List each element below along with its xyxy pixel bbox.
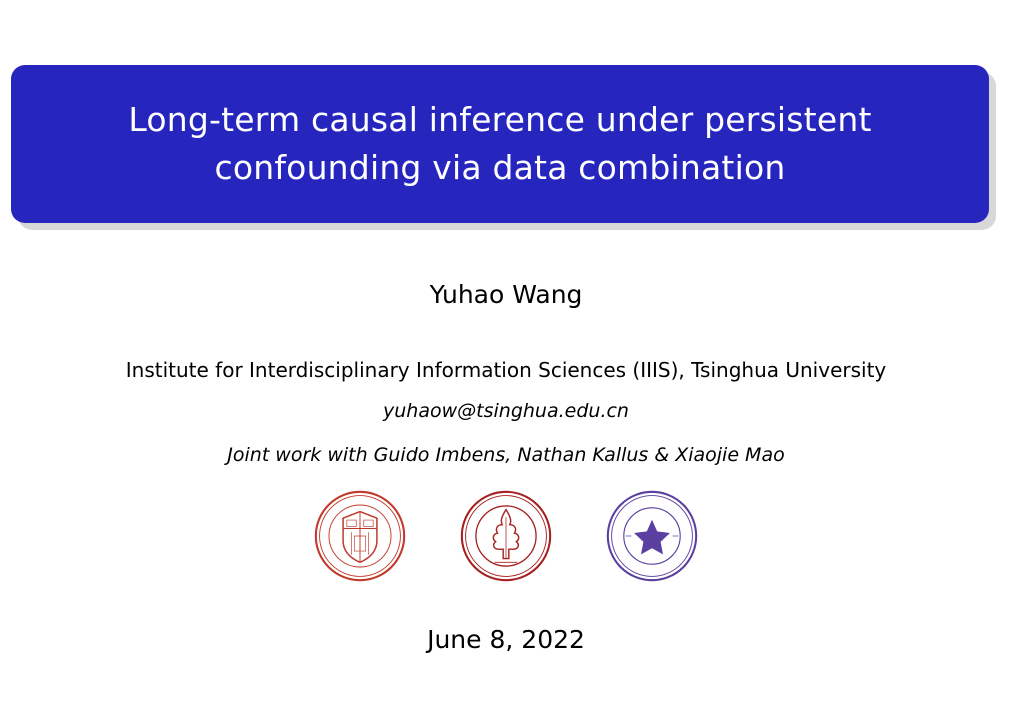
stanford-seal-icon: [459, 489, 553, 583]
joint-work-credit: Joint work with Guido Imbens, Nathan Kallus & Xiaojie Mao: [227, 444, 785, 466]
slide-title-box: [11, 65, 989, 223]
page-title-line-1: Long-term causal inference under persistent: [128, 100, 872, 140]
author-name: Yuhao Wang: [429, 280, 583, 309]
university-logos: [0, 488, 1012, 584]
author-affiliation: Institute for Interdisciplinary Information Sciences (IIIS), Tsinghua University: [125, 358, 887, 382]
page-title: [128, 96, 871, 192]
tsinghua-seal-icon: [605, 489, 699, 583]
cornell-seal-icon: [313, 489, 407, 583]
page-title-line-2: confounding via data combination: [214, 148, 786, 187]
presentation-date: June 8, 2022: [427, 625, 585, 654]
author-email: yuhaow@tsinghua.edu.cn: [383, 400, 629, 422]
